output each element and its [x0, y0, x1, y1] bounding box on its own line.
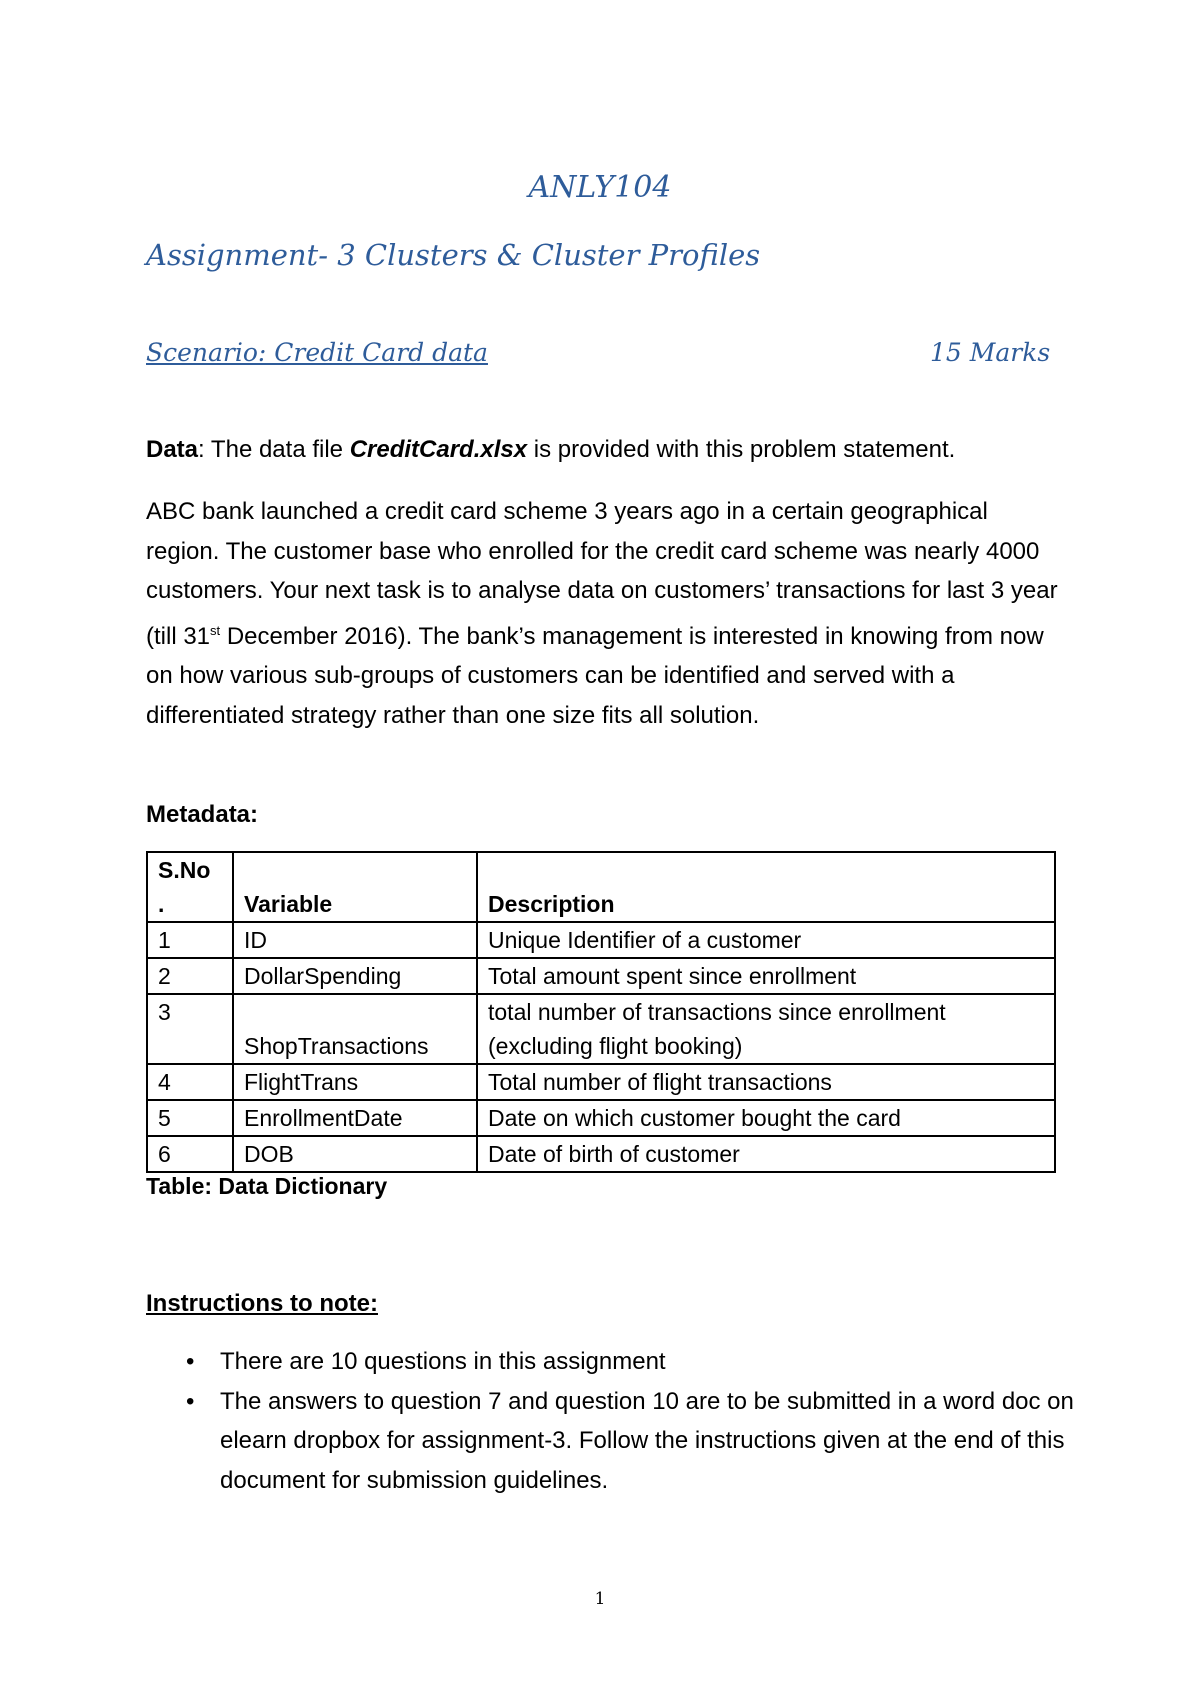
table-caption: Table: Data Dictionary	[146, 1173, 388, 1199]
cell-description: Total amount spent since enrollment	[477, 958, 1055, 994]
table-row	[147, 1100, 1055, 1136]
cell-sno: 2	[147, 958, 233, 994]
bullet-icon: •	[186, 1387, 195, 1415]
header-description: Description	[477, 852, 1055, 922]
cell-sno: 3	[147, 994, 233, 1064]
table-row	[147, 1136, 1055, 1172]
cell-description: Unique Identifier of a customer	[477, 922, 1055, 958]
metadata-label: Metadata:	[146, 801, 259, 828]
cell-variable: ShopTransactions	[233, 994, 477, 1064]
cell-sno: 6	[147, 1136, 233, 1172]
cell-variable: DollarSpending	[233, 958, 477, 994]
scenario-heading: Scenario: Credit Card data	[146, 338, 488, 367]
instructions-list	[146, 1342, 1076, 1500]
data-text-before: : The data file	[198, 436, 350, 463]
data-file-name: CreditCard.xlsx	[349, 436, 528, 463]
list-item-text: The answers to question 7 and question 10 are to be submitted in a word doc on elearn dropbox for assignment-3. Follow the instructions given at the end of this document for submission guidelines.	[220, 1387, 1074, 1494]
data-dictionary-table	[146, 851, 1056, 1173]
list-item-text: There are 10 questions in this assignment	[220, 1348, 666, 1375]
bullet-icon: •	[186, 1348, 195, 1375]
instructions-heading: Instructions to note:	[146, 1290, 378, 1317]
cell-description: total number of transactions since enrollment (excluding flight booking)	[477, 994, 1055, 1064]
cell-variable: FlightTrans	[233, 1064, 477, 1100]
cell-description: Date of birth of customer	[477, 1136, 1055, 1172]
cell-variable: DOB	[233, 1136, 477, 1172]
cell-sno: 5	[147, 1100, 233, 1136]
cell-description: Date on which customer bought the card	[477, 1100, 1055, 1136]
marks-label: 15 Marks	[930, 338, 1051, 367]
assignment-title: Assignment- 3 Clusters & Cluster Profiles	[146, 238, 761, 272]
scenario-text-part2: December 2016). The bank’s management is interested in knowing from now on how various sub-groups of customers can be identified and served with a differentiated strategy rather than one size fits all solution.	[146, 622, 1044, 729]
cell-variable: EnrollmentDate	[233, 1100, 477, 1136]
header-sno: S.No .	[147, 852, 233, 922]
page-number: 1	[594, 1589, 606, 1609]
list-item	[146, 1382, 1076, 1501]
cell-sno: 4	[147, 1064, 233, 1100]
data-label: Data	[146, 436, 199, 463]
table-row	[147, 994, 1055, 1064]
table-header-row	[147, 852, 1055, 922]
cell-description: Total number of flight transactions	[477, 1064, 1055, 1100]
scenario-superscript: st	[210, 622, 221, 638]
data-statement	[146, 430, 1066, 470]
table-row	[147, 958, 1055, 994]
list-item	[146, 1342, 1076, 1382]
table-row	[147, 1064, 1055, 1100]
scenario-text-part1: ABC bank launched a credit card scheme 3 years ago in a certain geographical region. The customer base who enrolled for the credit card scheme was nearly 4000 customers. Your next task is to analyse data on customers’ transactions for last 3 year (till 31	[146, 498, 1058, 650]
table-row	[147, 922, 1055, 958]
cell-variable: ID	[233, 922, 477, 958]
scenario-paragraph	[146, 492, 1066, 735]
course-code: ANLY104	[528, 170, 672, 205]
header-variable: Variable	[233, 852, 477, 922]
cell-sno: 1	[147, 922, 233, 958]
data-text-after: is provided with this problem statement.	[527, 436, 956, 463]
